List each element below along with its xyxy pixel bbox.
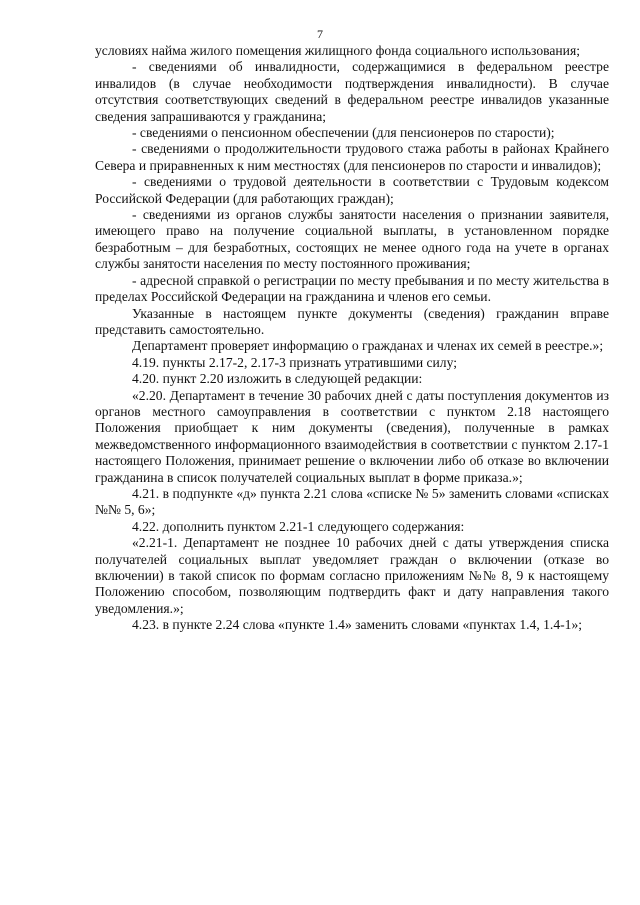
list-item-disability-info: - сведениями об инвалидности, содержащимися в федеральном реестре инвалидов (в случае необходимости подтверждения инвалидности). В случае отсутствия соответствующих сведений в федеральном реестре инвалидов указанные сведения запрашиваются у гражданина; bbox=[95, 59, 609, 124]
item-4-21: 4.21. в подпункте «д» пункта 2.21 слова «списке № 5» заменить словами «списках №№ 5, 6»; bbox=[95, 485, 609, 518]
quote-2-21-1: «2.21-1. Департамент не позднее 10 рабочих дней с даты утверждения списка получателей социальных выплат уведомляет граждан о включении (отказе во включении) в такой список по формам согласно приложениям №№ 8, 9 к настоящему Положению способом, позволяющим подтвердить факт и дату направления такого уведомления.»; bbox=[95, 535, 609, 616]
paragraph-registry-check: Департамент проверяет информацию о гражданах и членах их семей в реестре.»; bbox=[132, 338, 604, 354]
item-4-23: 4.23. в пункте 2.24 слова «пункте 1.4» заменить словами «пунктах 1.4, 1.4-1»; bbox=[132, 617, 583, 633]
item-4-19: 4.19. пункты 2.17-2, 2.17-3 признать утратившими силу; bbox=[132, 354, 457, 370]
list-item-pension-info: - сведениями о пенсионном обеспечении (для пенсионеров по старости); bbox=[132, 125, 555, 141]
item-4-22: 4.22. дополнить пунктом 2.21-1 следующего содержания: bbox=[132, 518, 465, 534]
item-4-20: 4.20. пункт 2.20 изложить в следующей редакции: bbox=[132, 371, 423, 387]
paragraph-continuation: условиях найма жилого помещения жилищного фонда социального использования; bbox=[95, 43, 580, 58]
list-item-north-seniority: - сведениями о продолжительности трудового стажа работы в районах Крайнего Севера и приравненных к ним местностях (для пенсионеров по старости и инвалидов); bbox=[95, 141, 609, 173]
list-item-registration-certificate: - адресной справкой о регистрации по месту пребывания и по месту жительства в пределах Российской Федерации на гражданина и членов его семьи. bbox=[95, 272, 609, 305]
page-number: 7 bbox=[317, 27, 323, 41]
paragraph-self-submission: Указанные в настоящем пункте документы (сведения) гражданин вправе представить самостоятельно. bbox=[95, 305, 609, 337]
document-body bbox=[95, 43, 609, 634]
list-item-employment-service: - сведениями из органов службы занятости населения о признании заявителя, имеющего право на получение социальной выплаты, в установленном порядке безработным – для безработных, состоящих не менее одного года на учете в органах службы занятости населения по месту постоянного проживания; bbox=[95, 207, 609, 272]
quote-2-20: «2.20. Департамент в течение 30 рабочих дней с даты поступления документов из органов местного самоуправления в соответствии с пунктом 2.18 настоящего Положения приобщает к ним документы (сведения), полученные в рамках межведомственного информационного взаимодействия в соответствии с пунктом 2.17-1 настоящего Положения, принимает решение о включении либо об отказе во включении гражданина в список получателей социальных выплат в форме приказа.»; bbox=[95, 387, 609, 485]
list-item-labor-activity: - сведениями о трудовой деятельности в соответствии с Трудовым кодексом Российской Федерации (для работающих граждан); bbox=[95, 174, 609, 206]
